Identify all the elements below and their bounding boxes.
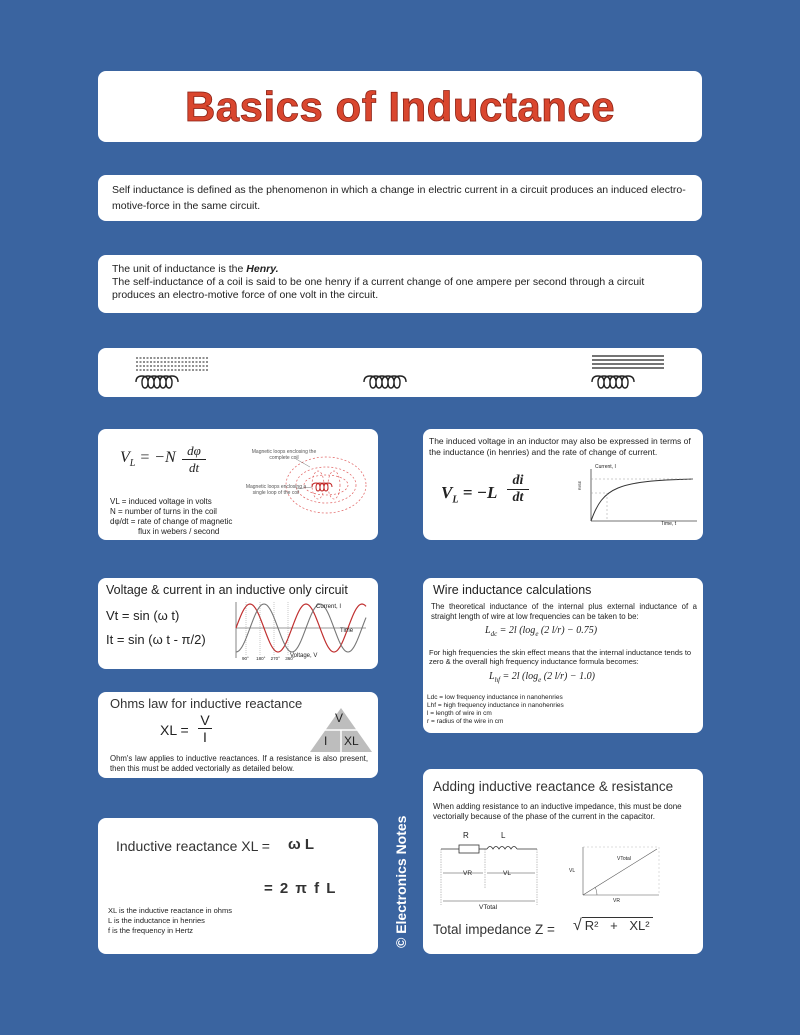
induced-text: The induced voltage in an inductor may also be expressed in terms of the inductance (in henries) and the rate of change of current. bbox=[429, 436, 691, 457]
f2-sub: hf bbox=[494, 676, 501, 684]
f1-tail: (2 l/r) − 0.75) bbox=[540, 625, 598, 636]
definition-card bbox=[98, 175, 702, 221]
label-vl: VL bbox=[503, 870, 511, 877]
tick-label: 180° bbox=[256, 656, 266, 661]
total-impedance-label: Total impedance Z = bbox=[433, 922, 555, 937]
tick-labels bbox=[242, 654, 295, 663]
f2-rhs: = 2l (log bbox=[502, 671, 539, 682]
triangle-i: I bbox=[324, 734, 328, 748]
adding-reactance-card bbox=[423, 769, 703, 954]
fraction-num: di bbox=[512, 473, 524, 488]
triangle-xl: XL bbox=[344, 734, 359, 748]
brand-svg bbox=[380, 792, 420, 952]
coil-illustrations bbox=[98, 348, 702, 397]
vector-l-label: VL bbox=[569, 868, 576, 874]
legend-line: XL is the inductive reactance in ohms bbox=[108, 906, 232, 915]
formula-v: V bbox=[120, 449, 130, 466]
formula-v: V bbox=[441, 483, 453, 502]
legend-line: Ldc = low frequency inductance in nanohenries bbox=[427, 694, 563, 701]
ohms-text: Ohm's law applies to inductive reactances. If a resistance is also present, then this must be added vectorially as detailed below. bbox=[110, 754, 368, 773]
induced-fraction bbox=[507, 473, 529, 506]
unit-intro: The unit of inductance is the bbox=[112, 263, 244, 275]
adding-text: When adding resistance to an inductive impedance, this must be done vectorially because of the phase of the current in the capacitor. bbox=[433, 802, 682, 821]
wire-inductance-card bbox=[423, 578, 703, 733]
flux-fraction bbox=[182, 443, 206, 476]
inductive-reactance-card bbox=[98, 818, 378, 954]
fraction-den: dt bbox=[507, 489, 529, 506]
legend-line: N = number of turns in the coil bbox=[110, 507, 217, 516]
vector-total-label: VTotal bbox=[617, 856, 631, 862]
wire-heading: Wire inductance calculations bbox=[433, 583, 592, 597]
wire-text2: For high frequencies the skin effect means that the internal inductance tends to zero & the overall high frequency inductance formula becomes: bbox=[429, 648, 692, 666]
adding-heading: Adding inductive reactance & resistance bbox=[433, 779, 674, 794]
legend-line: r = radius of the wire in cm bbox=[427, 718, 504, 725]
label-vr: VR bbox=[463, 870, 473, 877]
total-impedance-expr-wrap: √ R² + XL² bbox=[573, 917, 653, 935]
voltage-current-card bbox=[98, 578, 378, 669]
vector-r-label: VR bbox=[613, 898, 620, 904]
wire-text1: The theoretical inductance of the internal plus external inductance of a straight length of wire at low frequencies can be taken to be: bbox=[431, 602, 697, 621]
legend-line: dφ/dt = rate of change of magnetic bbox=[110, 517, 233, 526]
label-voltage: Voltage, V bbox=[290, 653, 318, 659]
triangle-v: V bbox=[335, 711, 344, 725]
unit-detail: The self-inductance of a coil is said to be one henry if a current change of one ampere per second through a circuit produces an electro-motive force of one volt in the circuit. bbox=[112, 276, 645, 301]
formula-v-sub: L bbox=[452, 494, 459, 506]
induced-voltage-card bbox=[423, 429, 703, 540]
tick-label: 360° bbox=[285, 656, 295, 661]
tick-label: 90° bbox=[242, 656, 249, 661]
graph-y-label: Current, I bbox=[595, 464, 616, 470]
label-complete-loops: Magnetic loops enclosing the complete coil bbox=[251, 449, 317, 461]
formula-rhs: = −L bbox=[462, 483, 498, 502]
flux-formula-card bbox=[98, 429, 378, 540]
reactance-legend bbox=[108, 906, 232, 936]
vc-eq-i: It = sin (ω t - π/2) bbox=[106, 632, 206, 647]
fraction-num: dφ bbox=[187, 443, 201, 458]
f1-lhs: L bbox=[485, 625, 491, 636]
flux-legend bbox=[110, 497, 232, 537]
f1-rhs: = 2l (log bbox=[499, 625, 536, 636]
legend-line: Lhf = high frequency inductance in nanohenries bbox=[427, 702, 564, 709]
brand-watermark bbox=[380, 792, 420, 952]
unit-name: Henry. bbox=[246, 263, 279, 275]
formula-v-sub: L bbox=[129, 458, 136, 470]
legend-line: f is the frequency in Hertz bbox=[108, 926, 194, 935]
flux-formula bbox=[120, 449, 176, 469]
coil-card bbox=[98, 348, 702, 397]
f2-lhs: L bbox=[489, 671, 495, 682]
reactance-line2: = 2 π f L bbox=[264, 880, 336, 897]
total-impedance-expr: R² + XL² bbox=[582, 917, 653, 933]
coil-dashed-flux-illustration bbox=[136, 358, 208, 388]
reactance-label: Inductive reactance XL = bbox=[116, 838, 270, 854]
legend-line: flux in webers / second bbox=[138, 527, 220, 536]
rl-circuit-diagram bbox=[437, 829, 677, 919]
wire-legend bbox=[427, 694, 564, 726]
f2-tail: (2 l/r) − 1.0) bbox=[543, 671, 595, 682]
induced-formula bbox=[441, 483, 497, 505]
label-current: Current, I bbox=[316, 604, 342, 610]
brand-text: © Electronics Notes bbox=[393, 815, 409, 948]
unit-line bbox=[112, 263, 688, 276]
wire-formula-1: $L_{dc} = 2l$ ($\log_e$ (2 l/r) − 0.75) bbox=[485, 625, 598, 638]
coil-plain-illustration bbox=[364, 376, 406, 388]
graph-rise-label: RISE bbox=[577, 480, 583, 491]
graph-x-label: Time, t bbox=[661, 521, 677, 527]
definition-text: Self inductance is defined as the phenomenon in which a change in electric current in a circuit produces an induced electro-motive-force in the same circuit. bbox=[112, 184, 686, 212]
vc-heading: Voltage & current in an inductive only circuit bbox=[106, 583, 348, 597]
label-r: R bbox=[463, 831, 469, 840]
label-single-loop: Magnetic loops enclosing a single loop of the coil bbox=[245, 484, 307, 496]
tick-label: 270° bbox=[270, 656, 280, 661]
ohms-heading: Ohms law for inductive reactance bbox=[110, 696, 303, 711]
ohms-fraction bbox=[198, 712, 212, 745]
coil-iron-core-illustration bbox=[592, 356, 664, 388]
legend-line: L is the inductance in henries bbox=[108, 916, 205, 925]
label-l: L bbox=[501, 831, 506, 840]
title-card bbox=[98, 71, 702, 142]
page-title: Basics of Inductance bbox=[184, 82, 616, 130]
legend-line: VL = induced voltage in volts bbox=[110, 497, 212, 506]
fraction-den: I bbox=[198, 728, 212, 745]
formula-rhs: = −N bbox=[139, 449, 176, 466]
ohms-law-card bbox=[98, 692, 378, 778]
unit-card bbox=[98, 255, 702, 313]
label-vtotal: VTotal bbox=[479, 904, 498, 911]
label-time: Time bbox=[340, 628, 354, 634]
f1-sub: dc bbox=[490, 630, 498, 638]
legend-line: l = length of wire in cm bbox=[427, 710, 492, 717]
current-rise-graph bbox=[573, 465, 701, 527]
reactance-value: ω L bbox=[288, 836, 315, 853]
fraction-den: dt bbox=[182, 459, 206, 476]
wire-formula-2: $L_{hf} = 2l$ ($\log_e$ (2 l/r) − 1.0) bbox=[489, 671, 595, 684]
ohms-lhs: XL = bbox=[160, 722, 189, 738]
fraction-num: V bbox=[200, 712, 210, 728]
vc-eq-v: Vt = sin (ω t) bbox=[106, 608, 180, 623]
